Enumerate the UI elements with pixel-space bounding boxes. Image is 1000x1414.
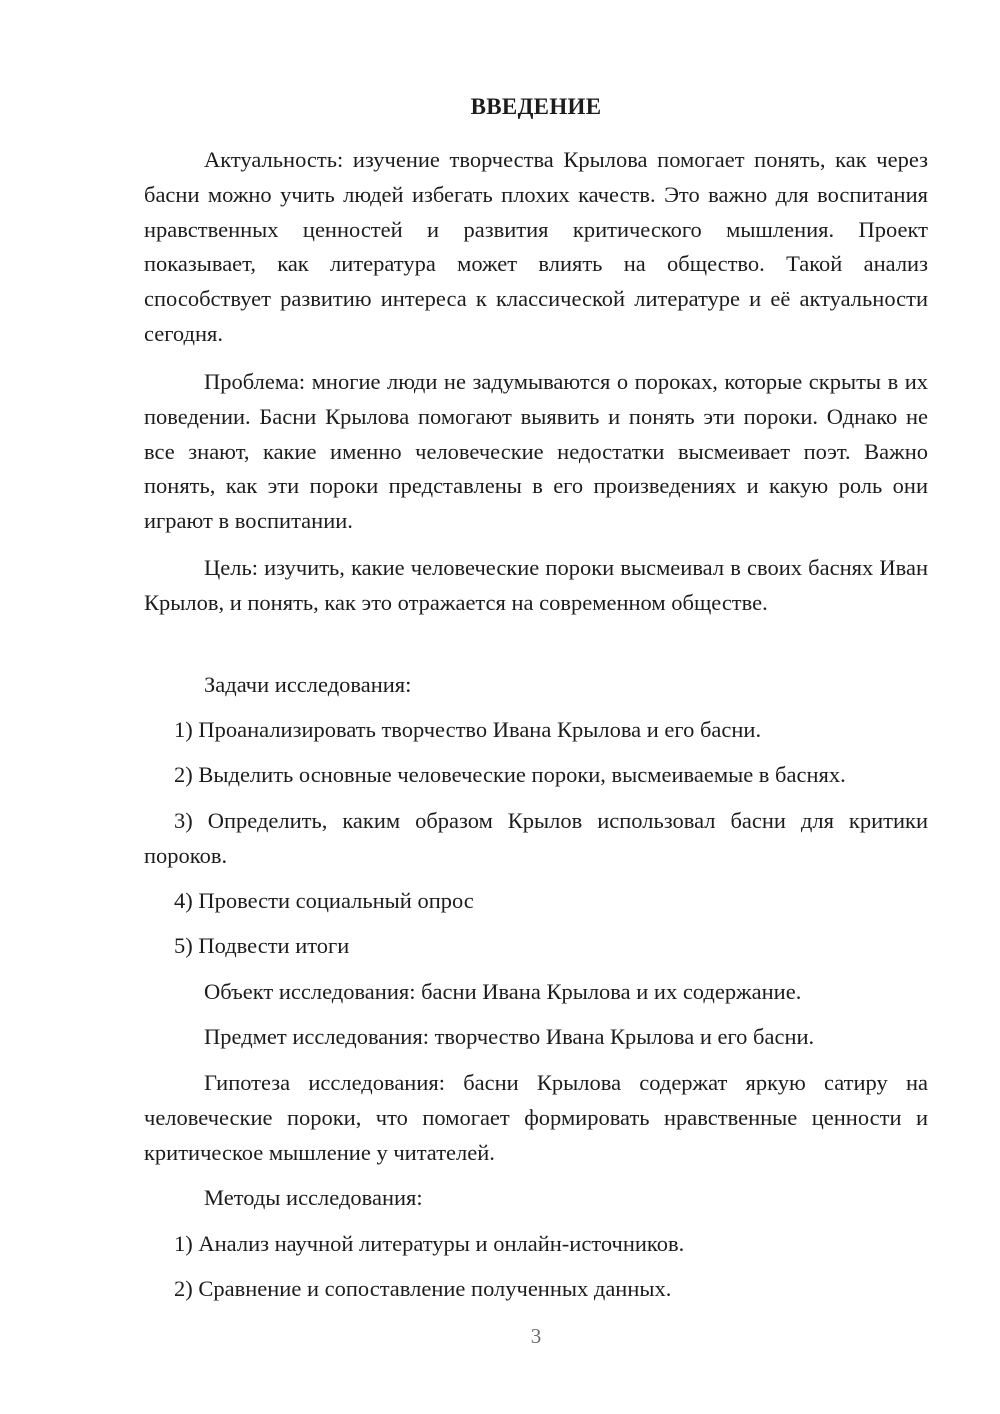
- problem-paragraph: Проблема: многие люди не задумываются о пороках, которые скрыты в их поведении. Басни Крылова помогают выявить и понять эти пороки. Однако не все знают, какие именно человеческие недостатки высмеивает поэт. Важно понять, как эти пороки представлены в его произведениях и какую роль они играют в воспитании.: [144, 369, 928, 534]
- tasks-heading: Задачи исследования:: [204, 672, 412, 697]
- subject-paragraph: Предмет исследования: творчество Ивана Крылова и его басни.: [204, 1024, 815, 1049]
- page-number: 3: [530, 1324, 542, 1348]
- task-item-2: 2) Выделить основные человеческие пороки, высмеиваемые в баснях.: [174, 762, 846, 787]
- object-paragraph: Объект исследования: басни Ивана Крылова и их содержание.: [204, 979, 802, 1004]
- page-title: ВВЕДЕНИЕ: [470, 94, 602, 119]
- task-item-4: 4) Провести социальный опрос: [174, 888, 474, 913]
- method-item-2: 2) Сравнение и сопоставление полученных данных.: [174, 1276, 672, 1301]
- methods-heading: Методы исследования:: [204, 1185, 423, 1210]
- relevance-paragraph: Актуальность: изучение творчества Крылова помогает понять, как через басни можно учить людей избегать плохих качеств. Это важно для воспитания нравственных ценностей и развития критического мышления. Проект показывает, как литература может влиять на общество. Такой анализ способствует развитию интереса к классической литературе и её актуальности сегодня.: [144, 147, 928, 346]
- method-item-1: 1) Анализ научной литературы и онлайн-источников.: [174, 1231, 685, 1256]
- hypothesis-paragraph: Гипотеза исследования: басни Крылова содержат яркую сатиру на человеческие пороки, что помогает формировать нравственные ценности и критическое мышление у читателей.: [144, 1070, 928, 1165]
- task-item-1: 1) Проанализировать творчество Ивана Крылова и его басни.: [174, 717, 762, 742]
- task-item-5: 5) Подвести итоги: [174, 933, 350, 958]
- goal-paragraph: Цель: изучить, какие человеческие пороки высмеивал в своих баснях Иван Крылов, и понять, как это отражается на современном обществе.: [144, 555, 928, 615]
- task-item-3: 3) Определить, каким образом Крылов использовал басни для критики пороков.: [144, 808, 928, 868]
